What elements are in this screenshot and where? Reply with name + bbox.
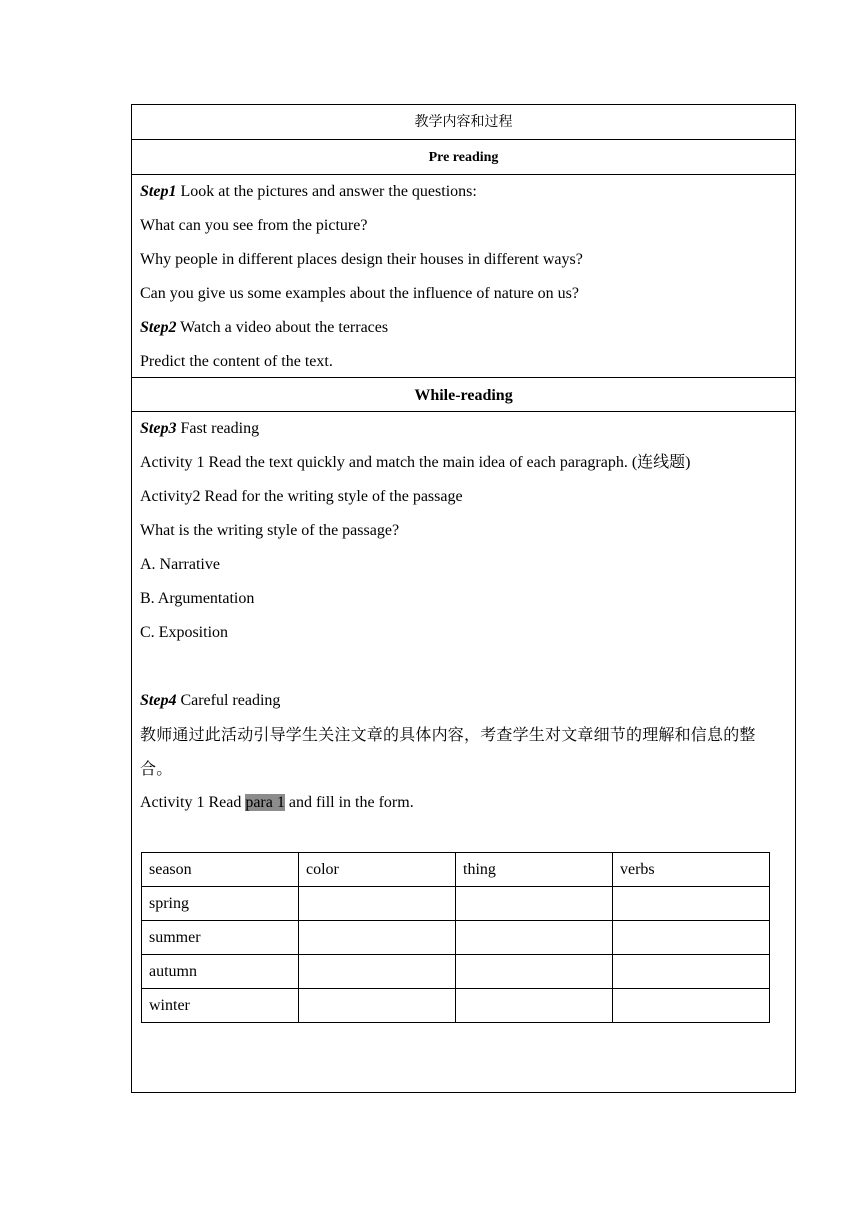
writing-style-question: What is the writing style of the passage? (140, 522, 400, 539)
activity-read-line (140, 786, 787, 820)
step4-line (140, 684, 787, 718)
form-cell: summer (142, 921, 299, 955)
form-header-cell: verbs (613, 853, 770, 887)
form-cell: spring (142, 887, 299, 921)
option-a: A. Narrative (140, 556, 220, 573)
step1-text: Look at the pictures and answer the questions: (176, 183, 477, 200)
form-header-cell: color (299, 853, 456, 887)
form-cell: autumn (142, 955, 299, 989)
step2-text: Watch a video about the terraces (176, 319, 389, 336)
question-2: Why people in different places design their houses in different ways? (140, 251, 583, 268)
step2-line (140, 311, 787, 345)
form-cell (299, 989, 456, 1023)
step1-line (140, 175, 787, 209)
option-b: B. Argumentation (140, 590, 255, 607)
form-header-cell: season (142, 853, 299, 887)
form-header-row (142, 853, 770, 887)
form-cell (299, 955, 456, 989)
while-reading-heading: While-reading (132, 377, 795, 412)
step4-label: Step4 (140, 692, 177, 709)
step3-label: Step3 (140, 420, 177, 437)
form-row (142, 921, 770, 955)
step1-label: Step1 (140, 183, 177, 200)
pre-reading-section (132, 175, 795, 377)
spacer (140, 650, 787, 684)
question-1: What can you see from the picture? (140, 217, 368, 234)
step3-line (140, 412, 787, 446)
step4-text: Careful reading (176, 692, 281, 709)
form-row (142, 989, 770, 1023)
option-c: C. Exposition (140, 624, 229, 641)
form-cell (456, 887, 613, 921)
pre-reading-heading: Pre reading (132, 140, 795, 175)
question-3: Can you give us some examples about the influence of nature on us? (140, 285, 579, 302)
fill-in-form-table (141, 852, 770, 1023)
highlighted-para: para 1 (245, 794, 285, 811)
form-cell (456, 989, 613, 1023)
form-cell (613, 989, 770, 1023)
activity2-line: Activity2 Read for the writing style of the passage (140, 488, 463, 505)
activity-read-prefix: Activity 1 Read (140, 794, 246, 811)
step3-text: Fast reading (176, 420, 260, 437)
lesson-plan-table (131, 104, 796, 1093)
chinese-instruction: 教师通过此活动引导学生关注文章的具体内容，考查学生对文章细节的理解和信息的整合。 (140, 725, 756, 778)
while-reading-section (132, 412, 795, 1092)
form-row (142, 887, 770, 921)
form-cell (456, 921, 613, 955)
activity1-line: Activity 1 Read the text quickly and match the main idea of each paragraph. (连线题) (140, 454, 691, 471)
activity-read-suffix: and fill in the form. (284, 794, 414, 811)
form-cell (456, 955, 613, 989)
form-cell (299, 921, 456, 955)
form-cell (613, 955, 770, 989)
form-row (142, 955, 770, 989)
form-cell: winter (142, 989, 299, 1023)
form-cell (613, 921, 770, 955)
predict-line: Predict the content of the text. (140, 353, 333, 370)
form-header-cell: thing (456, 853, 613, 887)
table-title: 教学内容和过程 (132, 105, 795, 140)
form-cell (299, 887, 456, 921)
form-cell (613, 887, 770, 921)
step2-label: Step2 (140, 319, 177, 336)
